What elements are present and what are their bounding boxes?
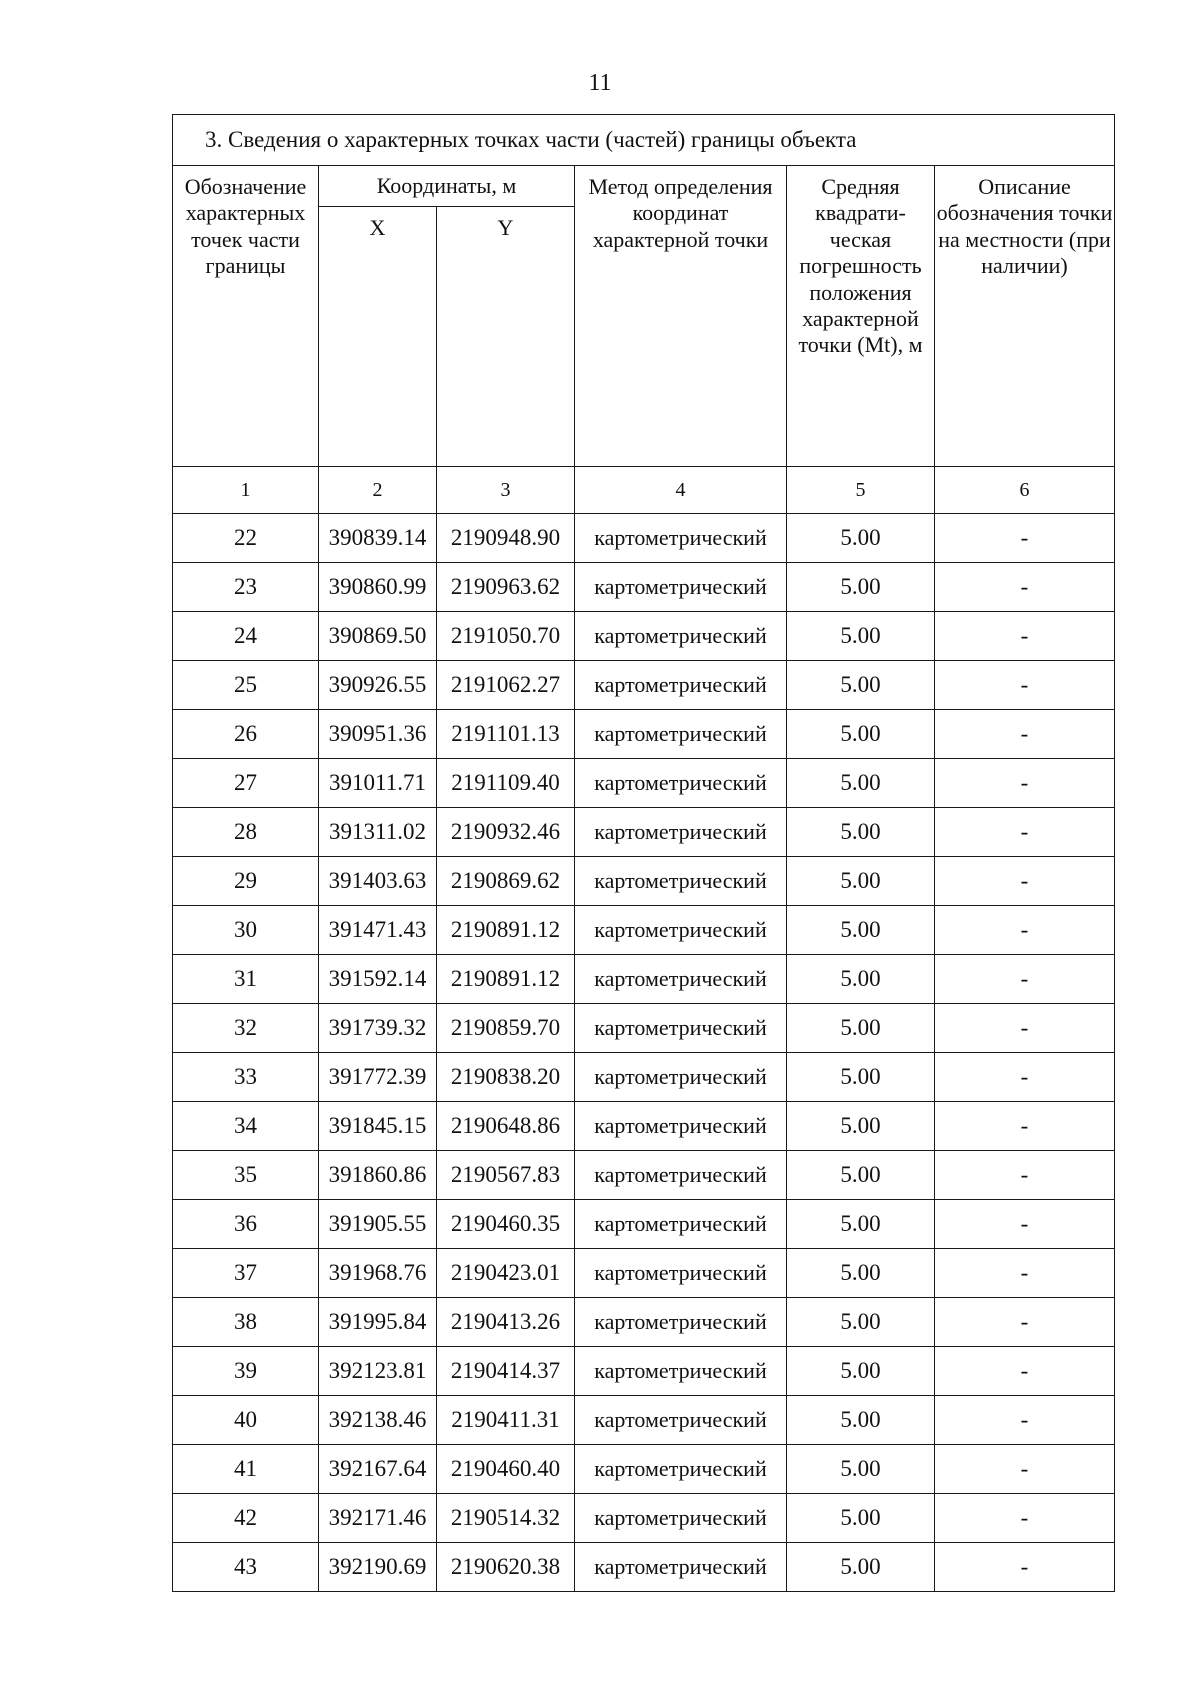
cell-method: картометрический: [575, 1396, 787, 1445]
cell-x: 392171.46: [319, 1494, 437, 1543]
table-row: [173, 1102, 1115, 1151]
cell-x: 391860.86: [319, 1151, 437, 1200]
cell-description: -: [935, 710, 1115, 759]
cell-y: 2190891.12: [437, 955, 575, 1004]
table-row: [173, 710, 1115, 759]
boundary-points-table: [172, 114, 1115, 1592]
cell-error: 5.00: [787, 1102, 935, 1151]
table-row: [173, 1249, 1115, 1298]
cell-x: 391845.15: [319, 1102, 437, 1151]
cell-description: -: [935, 1249, 1115, 1298]
cell-point: 43: [173, 1543, 319, 1592]
cell-point: 42: [173, 1494, 319, 1543]
table-row: [173, 1004, 1115, 1053]
cell-method: картометрический: [575, 563, 787, 612]
cell-description: -: [935, 1053, 1115, 1102]
cell-point: 38: [173, 1298, 319, 1347]
cell-method: картометрический: [575, 906, 787, 955]
cell-y: 2190414.37: [437, 1347, 575, 1396]
cell-description: -: [935, 1102, 1115, 1151]
cell-y: 2191062.27: [437, 661, 575, 710]
cell-description: -: [935, 1004, 1115, 1053]
table-row: [173, 1151, 1115, 1200]
cell-description: -: [935, 857, 1115, 906]
cell-y: 2190648.86: [437, 1102, 575, 1151]
cell-error: 5.00: [787, 514, 935, 563]
cell-error: 5.00: [787, 808, 935, 857]
cell-point: 41: [173, 1445, 319, 1494]
cell-y: 2190869.62: [437, 857, 575, 906]
cell-x: 390926.55: [319, 661, 437, 710]
column-number: 4: [575, 467, 787, 514]
cell-error: 5.00: [787, 1396, 935, 1445]
cell-method: картометрический: [575, 759, 787, 808]
cell-error: 5.00: [787, 1249, 935, 1298]
cell-method: картометрический: [575, 1102, 787, 1151]
cell-error: 5.00: [787, 955, 935, 1004]
header-point: Обозначение характерных точек части границы: [173, 166, 319, 467]
cell-error: 5.00: [787, 1053, 935, 1102]
cell-error: 5.00: [787, 906, 935, 955]
cell-point: 22: [173, 514, 319, 563]
cell-point: 26: [173, 710, 319, 759]
table-row: [173, 906, 1115, 955]
cell-description: -: [935, 514, 1115, 563]
cell-method: картометрический: [575, 1494, 787, 1543]
cell-method: картометрический: [575, 1200, 787, 1249]
cell-description: -: [935, 612, 1115, 661]
cell-x: 392190.69: [319, 1543, 437, 1592]
cell-description: -: [935, 808, 1115, 857]
cell-x: 391905.55: [319, 1200, 437, 1249]
cell-x: 391739.32: [319, 1004, 437, 1053]
cell-point: 25: [173, 661, 319, 710]
cell-error: 5.00: [787, 1004, 935, 1053]
cell-error: 5.00: [787, 1445, 935, 1494]
cell-point: 36: [173, 1200, 319, 1249]
cell-method: картометрический: [575, 955, 787, 1004]
column-numbers-row: [173, 467, 1115, 514]
cell-description: -: [935, 955, 1115, 1004]
cell-y: 2190460.35: [437, 1200, 575, 1249]
cell-description: -: [935, 1347, 1115, 1396]
cell-point: 23: [173, 563, 319, 612]
cell-description: -: [935, 1494, 1115, 1543]
cell-point: 24: [173, 612, 319, 661]
cell-method: картометрический: [575, 612, 787, 661]
cell-error: 5.00: [787, 1347, 935, 1396]
cell-error: 5.00: [787, 1151, 935, 1200]
cell-method: картометрический: [575, 1151, 787, 1200]
section-title: 3. Сведения о характерных точках части (частей) границы объекта: [173, 115, 1115, 166]
cell-description: -: [935, 759, 1115, 808]
cell-point: 31: [173, 955, 319, 1004]
cell-y: 2190514.32: [437, 1494, 575, 1543]
table-row: [173, 514, 1115, 563]
cell-x: 390839.14: [319, 514, 437, 563]
table-row: [173, 1543, 1115, 1592]
section-title-row: [173, 115, 1115, 166]
cell-x: 391011.71: [319, 759, 437, 808]
column-number: 1: [173, 467, 319, 514]
table-row: [173, 857, 1115, 906]
cell-point: 34: [173, 1102, 319, 1151]
cell-method: картометрический: [575, 1445, 787, 1494]
cell-x: 391772.39: [319, 1053, 437, 1102]
cell-method: картометрический: [575, 808, 787, 857]
cell-y: 2191101.13: [437, 710, 575, 759]
cell-description: -: [935, 563, 1115, 612]
table-row: [173, 955, 1115, 1004]
table-row: [173, 1053, 1115, 1102]
table-row: [173, 808, 1115, 857]
cell-description: -: [935, 1396, 1115, 1445]
cell-method: картометрический: [575, 1053, 787, 1102]
cell-error: 5.00: [787, 661, 935, 710]
cell-error: 5.00: [787, 1200, 935, 1249]
header-coordinates: Координаты, м: [319, 166, 575, 207]
cell-x: 392123.81: [319, 1347, 437, 1396]
table-row: [173, 1200, 1115, 1249]
cell-x: 390951.36: [319, 710, 437, 759]
header-y: Y: [437, 207, 575, 467]
cell-x: 391968.76: [319, 1249, 437, 1298]
cell-x: 392167.64: [319, 1445, 437, 1494]
header-description: Описание обозначения точки на местности (при наличии): [935, 166, 1115, 467]
cell-y: 2191109.40: [437, 759, 575, 808]
table-row: [173, 563, 1115, 612]
cell-error: 5.00: [787, 1298, 935, 1347]
cell-point: 29: [173, 857, 319, 906]
cell-point: 27: [173, 759, 319, 808]
table-row: [173, 1298, 1115, 1347]
table-row: [173, 759, 1115, 808]
cell-method: картометрический: [575, 1543, 787, 1592]
cell-y: 2190620.38: [437, 1543, 575, 1592]
cell-description: -: [935, 1151, 1115, 1200]
table-row: [173, 1445, 1115, 1494]
cell-y: 2190838.20: [437, 1053, 575, 1102]
cell-y: 2190460.40: [437, 1445, 575, 1494]
cell-method: картометрический: [575, 710, 787, 759]
table-row: [173, 612, 1115, 661]
column-number: 2: [319, 467, 437, 514]
table-row: [173, 1396, 1115, 1445]
cell-x: 390860.99: [319, 563, 437, 612]
cell-method: картометрический: [575, 514, 787, 563]
cell-method: картометрический: [575, 1298, 787, 1347]
cell-description: -: [935, 661, 1115, 710]
column-number: 6: [935, 467, 1115, 514]
cell-point: 33: [173, 1053, 319, 1102]
cell-method: картометрический: [575, 1347, 787, 1396]
cell-point: 30: [173, 906, 319, 955]
table-row: [173, 1494, 1115, 1543]
table-row: [173, 661, 1115, 710]
cell-x: 391995.84: [319, 1298, 437, 1347]
cell-description: -: [935, 1200, 1115, 1249]
cell-method: картометрический: [575, 661, 787, 710]
cell-description: -: [935, 1543, 1115, 1592]
cell-y: 2190859.70: [437, 1004, 575, 1053]
cell-method: картометрический: [575, 1249, 787, 1298]
header-x: X: [319, 207, 437, 467]
column-number: 5: [787, 467, 935, 514]
page-number: 11: [588, 70, 612, 96]
cell-error: 5.00: [787, 710, 935, 759]
cell-y: 2190948.90: [437, 514, 575, 563]
cell-point: 37: [173, 1249, 319, 1298]
cell-y: 2191050.70: [437, 612, 575, 661]
header-row-1: [173, 166, 1115, 207]
column-number: 3: [437, 467, 575, 514]
cell-y: 2190963.62: [437, 563, 575, 612]
cell-error: 5.00: [787, 1543, 935, 1592]
cell-method: картометрический: [575, 1004, 787, 1053]
cell-y: 2190932.46: [437, 808, 575, 857]
cell-x: 391311.02: [319, 808, 437, 857]
cell-point: 40: [173, 1396, 319, 1445]
cell-x: 391403.63: [319, 857, 437, 906]
cell-point: 39: [173, 1347, 319, 1396]
cell-point: 35: [173, 1151, 319, 1200]
cell-point: 28: [173, 808, 319, 857]
cell-error: 5.00: [787, 563, 935, 612]
cell-x: 392138.46: [319, 1396, 437, 1445]
table-row: [173, 1347, 1115, 1396]
header-method: Метод определения координат характерной точки: [575, 166, 787, 467]
cell-x: 391471.43: [319, 906, 437, 955]
cell-description: -: [935, 1445, 1115, 1494]
cell-description: -: [935, 1298, 1115, 1347]
cell-y: 2190567.83: [437, 1151, 575, 1200]
cell-point: 32: [173, 1004, 319, 1053]
cell-error: 5.00: [787, 612, 935, 661]
cell-method: картометрический: [575, 857, 787, 906]
cell-y: 2190411.31: [437, 1396, 575, 1445]
cell-error: 5.00: [787, 857, 935, 906]
cell-x: 391592.14: [319, 955, 437, 1004]
cell-y: 2190891.12: [437, 906, 575, 955]
cell-x: 390869.50: [319, 612, 437, 661]
cell-description: -: [935, 906, 1115, 955]
cell-y: 2190423.01: [437, 1249, 575, 1298]
cell-y: 2190413.26: [437, 1298, 575, 1347]
cell-error: 5.00: [787, 1494, 935, 1543]
cell-error: 5.00: [787, 759, 935, 808]
header-error: Средняя квадрати-ческая погрешность положения характерной точки (Mt), м: [787, 166, 935, 467]
